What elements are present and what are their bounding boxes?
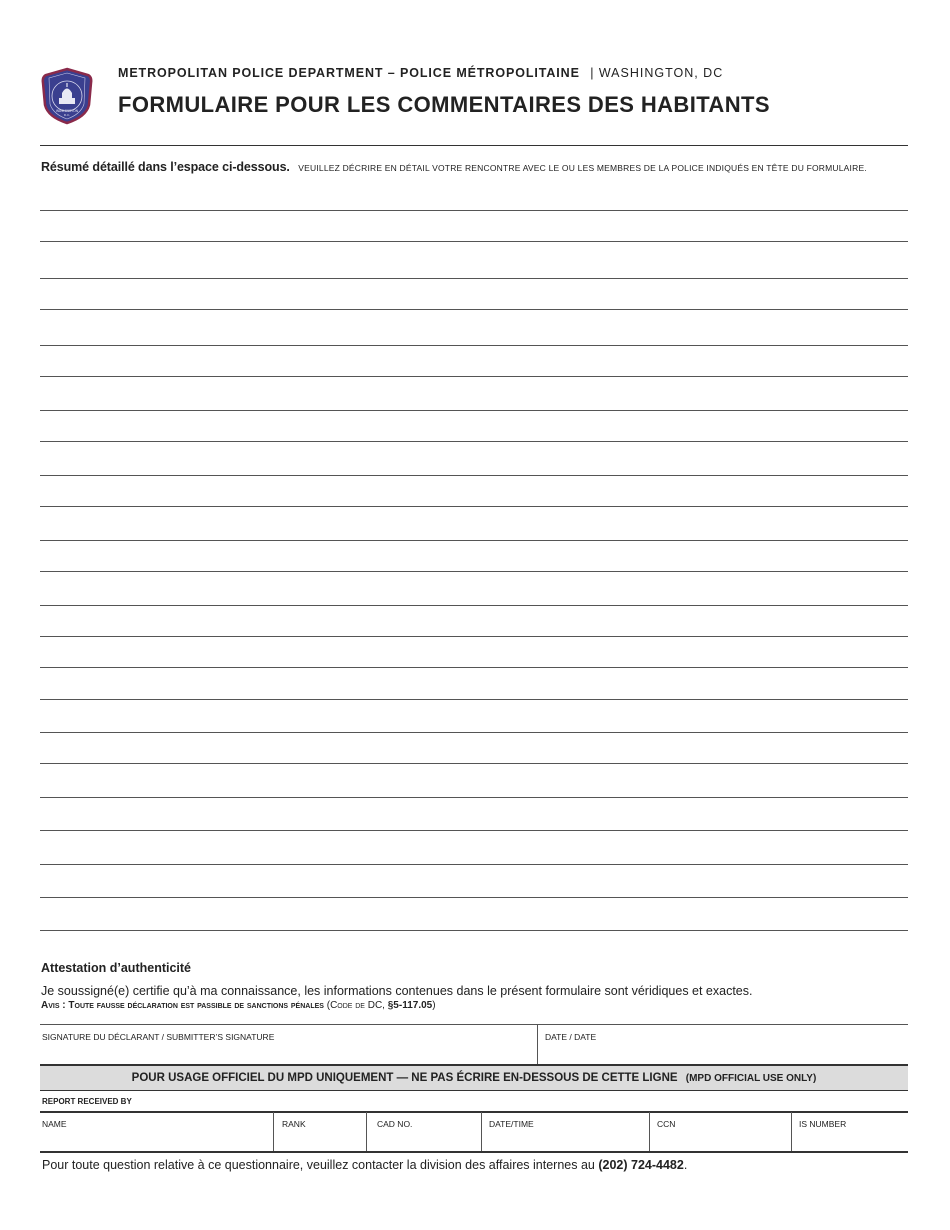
svg-text:D.C.: D.C. xyxy=(63,113,71,117)
false-statement-notice xyxy=(41,1000,436,1011)
is-number-column-label: IS NUMBER xyxy=(799,1119,847,1129)
department-label: METROPOLITAN POLICE DEPARTMENT – POLICE MÉTROPOLITAINE xyxy=(118,66,580,80)
writing-line xyxy=(40,540,908,541)
date-label: DATE / DATE xyxy=(545,1032,597,1042)
name-column-label: NAME xyxy=(42,1119,67,1129)
writing-line xyxy=(40,506,908,507)
attestation-heading: Attestation d’authenticité xyxy=(41,961,192,975)
contact-note xyxy=(42,1158,687,1172)
writing-line xyxy=(40,897,908,898)
official-use-text: POUR USAGE OFFICIEL DU MPD UNIQUEMENT — NE PAS ÉCRIRE EN-DESSOUS DE CETTE LIGNE xyxy=(131,1072,678,1084)
writing-line xyxy=(40,605,908,606)
header-divider xyxy=(40,145,908,146)
rank-column-label: RANK xyxy=(282,1119,306,1129)
signature-field[interactable] xyxy=(40,1025,536,1063)
writing-line xyxy=(40,797,908,798)
attestation-text: Je soussigné(e) certifie qu’à ma connaissance, les informations contenues dans le présent formulaire sont véridiques et exactes. xyxy=(41,984,753,998)
header-separator: | xyxy=(590,66,595,80)
writing-line xyxy=(40,345,908,346)
city-label: WASHINGTON, DC xyxy=(598,66,724,80)
writing-line xyxy=(40,376,908,377)
writing-line xyxy=(40,667,908,668)
writing-line xyxy=(40,732,908,733)
writing-line xyxy=(40,241,908,242)
department-name xyxy=(118,66,723,80)
form-title: FORMULAIRE POUR LES COMMENTAIRES DES HABITANTS xyxy=(118,92,770,117)
writing-line xyxy=(40,571,908,572)
official-table-bottom-border xyxy=(40,1151,908,1153)
summary-instruction: VEUILLEZ DÉCRIRE EN DÉTAIL VOTRE RENCONTRE AVEC LE OU LES MEMBRES DE LA POLICE INDIQUÉS EN TÊTE DU FORMULAIRE. xyxy=(298,163,867,173)
police-badge-logo xyxy=(40,67,94,125)
writing-line xyxy=(40,636,908,637)
writing-line xyxy=(40,410,908,411)
official-table-top-border xyxy=(40,1111,908,1113)
writing-line xyxy=(40,864,908,865)
column-divider xyxy=(273,1112,274,1151)
signature-label: SIGNATURE DU DÉCLARANT / SUBMITTER’S SIGNATURE xyxy=(42,1032,275,1042)
column-divider xyxy=(366,1112,367,1151)
writing-line xyxy=(40,441,908,442)
writing-line xyxy=(40,210,908,211)
notice-code: Code de DC, xyxy=(330,1000,385,1011)
writing-line xyxy=(40,763,908,764)
cad-number-column-label: CAD NO. xyxy=(377,1119,413,1129)
date-time-column-label: DATE/TIME xyxy=(489,1119,534,1129)
official-use-english: (MPD OFFICIAL USE ONLY) xyxy=(685,1073,817,1084)
column-divider xyxy=(481,1112,482,1151)
official-use-banner xyxy=(40,1064,908,1091)
notice-section: §5-117.05 xyxy=(387,1000,433,1011)
contact-phone: (202) 724-4482 xyxy=(598,1158,684,1172)
notice-label: Avis : Toute fausse déclaration est passible de sanctions pénales xyxy=(41,1000,324,1011)
summary-label: Résumé détaillé dans l’espace ci-dessous. xyxy=(41,160,290,174)
date-field[interactable] xyxy=(538,1025,908,1063)
ccn-column-label: CCN xyxy=(657,1119,676,1129)
writing-line xyxy=(40,930,908,931)
svg-text:WASHINGTON: WASHINGTON xyxy=(55,109,79,113)
contact-text: Pour toute question relative à ce questionnaire, veuillez contacter la division des affaires internes au xyxy=(42,1158,595,1172)
summary-heading xyxy=(41,158,867,176)
column-divider xyxy=(649,1112,650,1151)
writing-line xyxy=(40,278,908,279)
contact-end: . xyxy=(683,1158,688,1172)
writing-line xyxy=(40,475,908,476)
writing-line xyxy=(40,830,908,831)
notice-paren-close: ) xyxy=(432,1000,436,1011)
notice-paren-open: ( xyxy=(326,1000,331,1011)
report-received-by-label: REPORT RECEIVED BY xyxy=(42,1097,132,1106)
writing-line xyxy=(40,699,908,700)
writing-line xyxy=(40,309,908,310)
column-divider xyxy=(791,1112,792,1151)
